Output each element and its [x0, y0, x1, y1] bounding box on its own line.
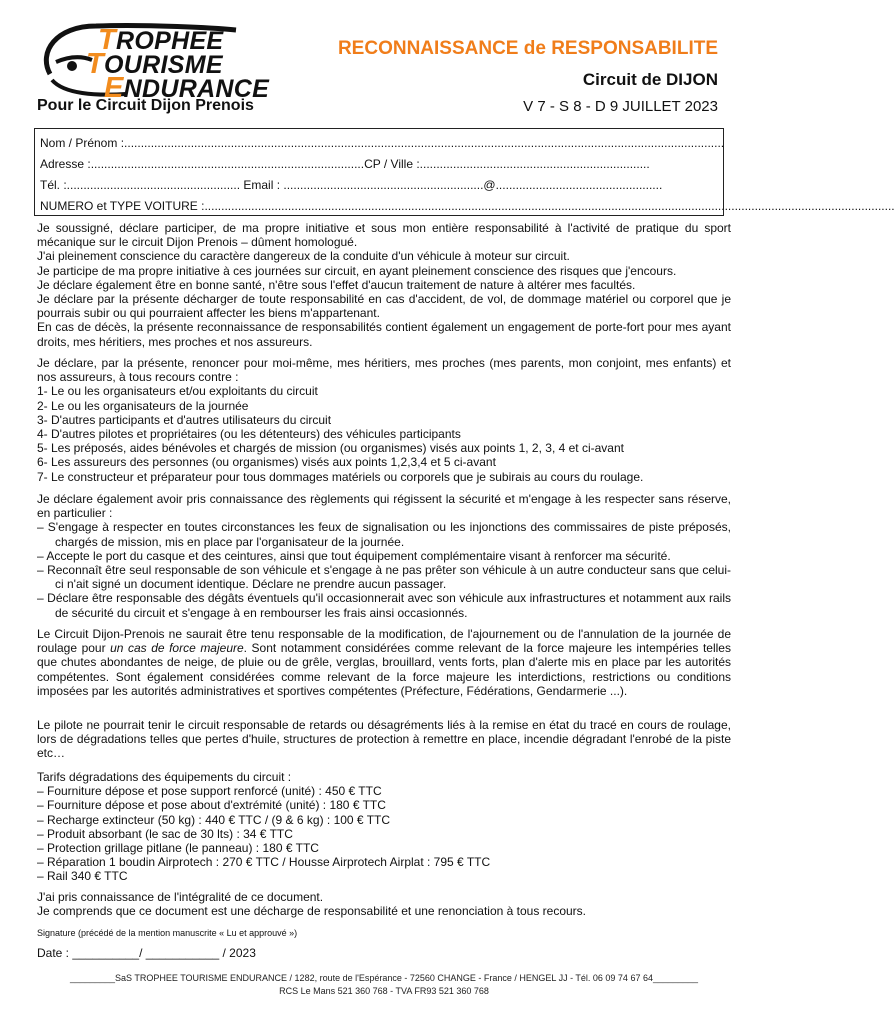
list-item: – Produit absorbant (le sac de 30 lts) : 34 € TTC [37, 826, 293, 841]
footer-line: RCS Le Mans 521 360 768 - TVA FR93 521 360 768 [279, 985, 489, 996]
list-item: – Fourniture dépose et pose about d'extrémité (unité) : 180 € TTC [37, 798, 386, 813]
date-field[interactable]: Date : __________/ ___________ / 2023 [37, 946, 256, 960]
list-item: 5- Les préposés, aides bénévoles et chargés de mission (ou organismes) visés aux points 1, 2, 3, 4 et ci-avant [37, 441, 624, 456]
circuit-name: Circuit de DIJON [582, 70, 718, 89]
declaration-line: Je participe de ma propre initiative à ces journées sur circuit, en ayant pleinement conscience des risques que j'encours. [37, 263, 677, 278]
list-item: – Reconnaît être seul responsable de son véhicule et s'engage à ne pas prêter son véhicule à un autre conducteur sans que celui-ci n'ait signé un document identique. Déclare ne prendre aucun passager. [37, 563, 731, 592]
regles-section [37, 492, 731, 620]
logo-line-3: ENDURANCE [104, 72, 270, 104]
address-field[interactable]: Adresse :..................................................................................CP / Ville :..................................................................... [40, 157, 650, 171]
event-dates: V 7 - S 8 - D 9 JUILLET 2023 [523, 98, 718, 115]
closing-line: J'ai pris connaissance de l'intégralité de ce document. [37, 890, 324, 904]
declaration-line: Je soussigné, déclare participer, de ma propre initiative et sous mon entière responsabilité à l'activité de pratique du sport mécanique sur le circuit Dijon Prenois – dûment homologué. [37, 221, 731, 250]
regles-intro: Je déclare également avoir pris connaissance des règlements qui régissent la sécurité et m'engage à les respecter sans réserve, en particulier : [37, 492, 731, 521]
list-item: 6- Les assureurs des personnes (ou organismes) visés aux points 1,2,3,4 et 5 ci-avant [37, 455, 496, 470]
logo-line-2: TOURISME [86, 48, 223, 80]
tarifs-title: Tarifs dégradations des équipements du circuit : [37, 770, 292, 784]
list-item: – Fourniture dépose et pose support renforcé (unité) : 450 € TTC [37, 784, 382, 799]
force-majeure-section [37, 627, 731, 698]
closing-line: Je comprends que ce document est une décharge de responsabilité et une renonciation à tous recours. [37, 904, 587, 919]
car-field[interactable]: NUMERO et TYPE VOITURE :............................................................................................................................................................................................................... [40, 199, 895, 213]
logo-line-1: TROPHEE [98, 24, 224, 56]
retards-section [37, 718, 731, 761]
list-item: – Accepte le port du casque et des ceintures, ainsi que tout équipement complémentaire visant à renforcer ma sécurité. [37, 548, 671, 563]
retards-paragraph: Le pilote ne pourrait tenir le circuit responsable de retards ou désagréments liés à la remise en état du tracé en cours de roulage, lors de dégradations telles que pertes d'huile, structures de protection à remettre en place, incendie dégradant l'enrobé de la piste etc… [37, 718, 731, 761]
subtitle: Pour le Circuit Dijon Prenois [37, 97, 254, 114]
list-item: 1- Le ou les organisateurs et/ou exploitants du circuit [37, 384, 318, 399]
identity-form [34, 128, 895, 216]
list-item: – S'engage à respecter en toutes circonstances les feux de signalisation ou les injonctions des commissaires de piste préposés, chargés de mission, mis en place par l'organisateur de la journée. [37, 520, 731, 549]
list-item: 2- Le ou les organisateurs de la journée [37, 398, 249, 413]
declaration-line: J'ai pleinement conscience du caractère dangereux de la conduite d'un véhicule à moteur sur circuit. [37, 249, 570, 264]
name-field[interactable]: Nom / Prénom :.................................................................................................................................................................................... [40, 136, 725, 150]
declaration-section [37, 221, 731, 349]
renonciation-section [37, 356, 731, 484]
tarifs-section [37, 770, 731, 884]
document-title: RECONNAISSANCE de RESPONSABILITE [337, 38, 718, 59]
declaration-line: Je déclare par la présente décharger de toute responsabilité en cas d'accident, de vol, de dommage matériel ou corporel que je pourrais subir ou qui pourraient affecter les biens m'appartenant. [37, 292, 731, 321]
footer-line: _________SaS TROPHEE TOURISME ENDURANCE / 1282, route de l'Espérance - 72560 CHANGE - France / HENGEL JJ - Tél. 06 09 74 67 64_________ [69, 973, 699, 983]
phone-email-field[interactable]: Tél. :.................................................... Email : ............................................................@.................................................. [40, 178, 663, 192]
footer [37, 972, 731, 997]
declaration-line: Je déclare également être en bonne santé, n'être sous l'effet d'aucun traitement de nature à altérer mes facultés. [37, 277, 636, 292]
list-item: – Déclare être responsable des dégâts éventuels qu'il occasionnerait avec son véhicule aux infrastructures et notamment aux rails de sécurité du circuit et s'engage à en rembourser les frais ainsi occasionnés. [37, 591, 731, 620]
closing-section [37, 890, 731, 918]
list-item: 7- Le constructeur et préparateur pour tous dommages matériels ou corporels que je subirais au cours du roulage. [37, 469, 644, 484]
list-item: – Recharge extincteur (50 kg) : 440 € TTC / (9 & 6 kg) : 100 € TTC [37, 812, 391, 827]
logo [36, 22, 292, 104]
list-item: – Rail 340 € TTC [37, 869, 128, 884]
list-item: – Réparation 1 boudin Airprotech : 270 € TTC / Housse Airprotech Airplat : 795 € TTC [37, 855, 491, 870]
list-item: 4- D'autres pilotes et propriétaires (ou les détenteurs) des véhicules participants [37, 427, 461, 442]
list-item: – Protection grillage pitlane (le panneau) : 180 € TTC [37, 841, 319, 856]
force-majeure-paragraph: Le Circuit Dijon-Prenois ne saurait être tenu responsable de la modification, de l'ajournement ou de l'annulation de la journée de roulage pour un cas de force majeure. Sont notamment considérées comme relevant de la force majeure les intempéries telles que chutes abondantes de neige, de pluie ou de grêle, verglas, brouillard, vents forts, plan d'alerte mis en place par les autorités compétentes. Sont également considérées comme relevant de la force majeure les interdictions, restrictions ou conditions imposées par les autorités administratives et sportives compétentes (Préfecture, Fédérations, Gendarmerie ...). [37, 627, 731, 698]
declaration-line: En cas de décès, la présente reconnaissance de responsabilités contient également un engagement de porte-fort pour mes ayant droits, mes héritiers, mes proches et nos assureurs. [37, 320, 731, 349]
renonciation-intro: Je déclare, par la présente, renoncer pour moi-même, mes héritiers, mes proches (mes parents, mon conjoint, mes enfants) et nos assureurs, à tous recours contre : [37, 356, 731, 385]
list-item: 3- D'autres participants et d'autres utilisateurs du circuit [37, 412, 332, 427]
signature-label: Signature (précédé de la mention manuscrite « Lu et approuvé ») [37, 928, 298, 938]
